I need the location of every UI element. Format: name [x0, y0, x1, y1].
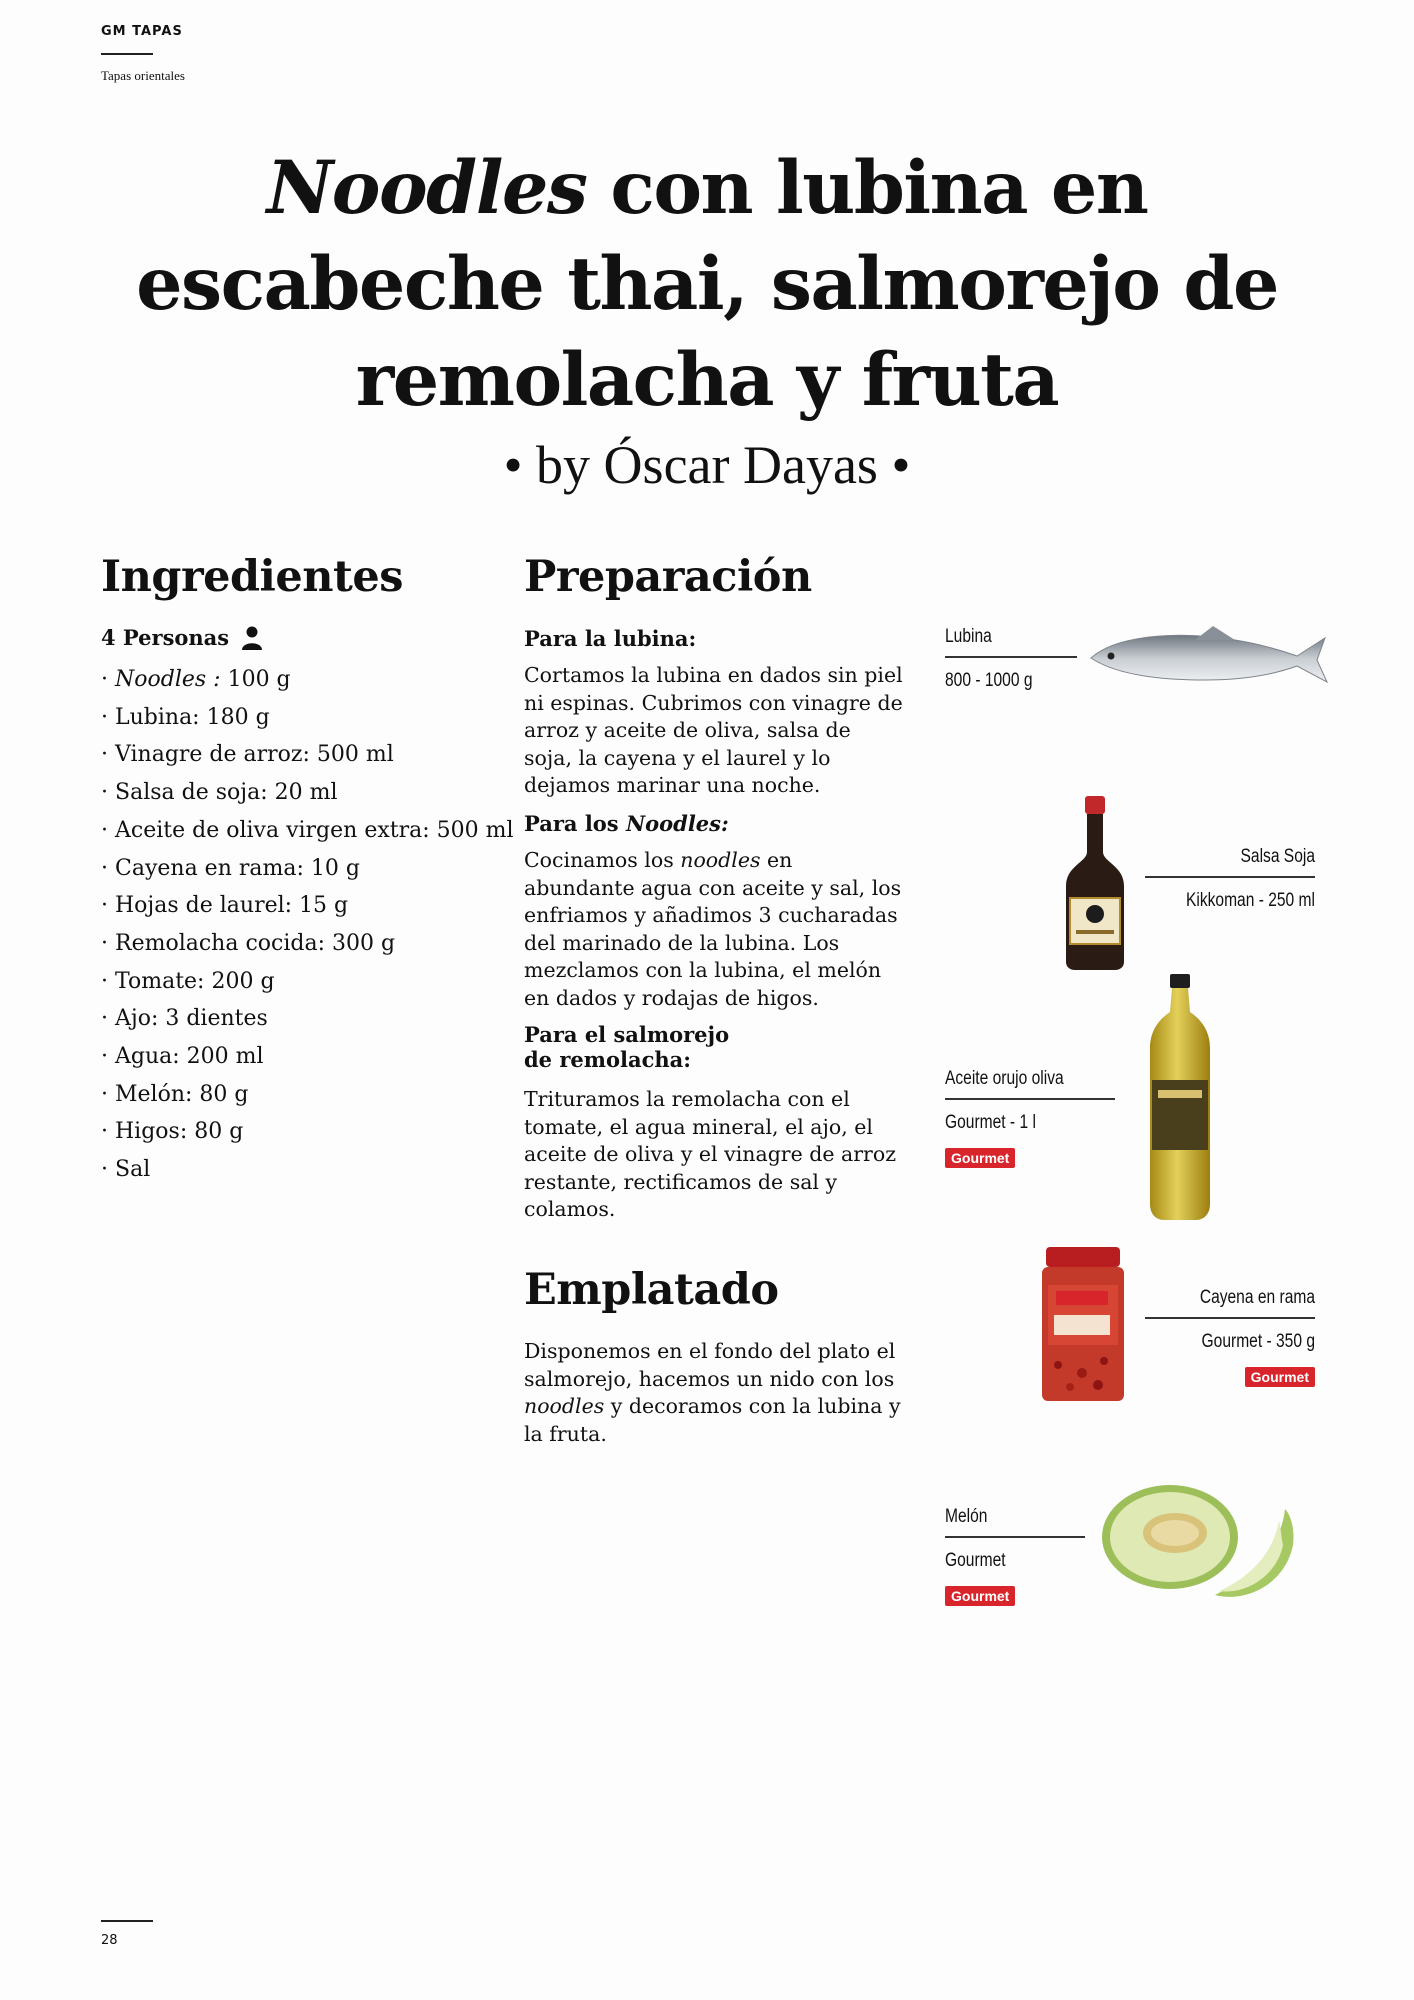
- product-detail: Kikkoman - 250 ml: [1185, 889, 1315, 911]
- ingredient-list: [101, 661, 514, 1189]
- plating-heading: Emplatado: [524, 1265, 779, 1315]
- list-item: · Sal: [101, 1157, 151, 1183]
- product-name: Melón: [945, 1506, 988, 1527]
- prep-noodles-pre: Cocinamos los: [524, 848, 681, 872]
- ingredient-text: Sal: [115, 1157, 151, 1183]
- gourmet-logo: Gourmet: [945, 1148, 1015, 1168]
- plating-post: y decoramos con la lubina y la fruta.: [524, 1394, 901, 1446]
- plating-em: noodles: [524, 1394, 605, 1418]
- person-icon: [241, 626, 263, 650]
- title-italic-word: Noodles: [266, 145, 587, 231]
- ingredient-text: Melón: 80 g: [115, 1081, 249, 1107]
- ingredient-text: Hojas de laurel: 15 g: [115, 893, 349, 919]
- title-line-3: remolacha y fruta: [355, 337, 1059, 423]
- ingredient-italic: Noodles :: [115, 667, 221, 692]
- list-item: · Higos: 80 g: [101, 1119, 244, 1145]
- prep-salmorejo-text: Trituramos la remolacha con el tomate, el agua mineral, el ajo, el aceite de oliva y el vinagre de arroz restante, rectificamos de sal y colamos.: [524, 1087, 896, 1221]
- product-divider: [945, 1536, 1085, 1538]
- gourmet-logo: Gourmet: [1245, 1367, 1315, 1387]
- product-melon: [945, 1506, 1085, 1606]
- title-line-2: escabeche thai, salmorejo de: [136, 241, 1278, 327]
- ingredient-text: Lubina: 180 g: [115, 704, 270, 730]
- gourmet-logo: Gourmet: [945, 1586, 1015, 1606]
- melon-image: [1095, 1475, 1305, 1615]
- product-name: Lubina: [945, 626, 992, 647]
- product-name: Salsa Soja: [1240, 846, 1315, 867]
- ingredient-text: Higos: 80 g: [115, 1119, 244, 1145]
- product-detail: 800 - 1000 g: [945, 669, 1033, 691]
- ingredient-text: Agua: 200 ml: [115, 1044, 264, 1070]
- ingredient-text: Tomate: 200 g: [115, 968, 275, 994]
- prep-salmorejo-heading-1: Para el salmorejo: [524, 1022, 730, 1047]
- prep-noodles-post: en abundante agua con aceite y sal, los enfriamos y añadimos 3 cucharadas del marinado de la lubina. Los mezclamos con la lubina, el melón en dados y rodajas de higos.: [524, 848, 902, 1010]
- list-item: · Agua: 200 ml: [101, 1044, 264, 1070]
- ingredient-text: Vinagre de arroz: 500 ml: [115, 742, 394, 768]
- ingredients-heading: Ingredientes: [101, 552, 403, 602]
- prep-lubina-heading: Para la lubina:: [524, 626, 697, 651]
- preparation-heading: Preparación: [524, 552, 812, 602]
- prep-salmorejo-heading: [524, 1022, 729, 1072]
- product-detail: Gourmet - 350 g: [1201, 1330, 1315, 1352]
- section-label: GM TAPAS: [101, 24, 183, 39]
- oil-bottle-image: [1140, 972, 1220, 1222]
- product-divider: [1145, 1317, 1315, 1319]
- list-item: · Tomate: 200 g: [101, 968, 275, 994]
- title-line-1: con lubina en: [586, 145, 1148, 231]
- page-number: 28: [101, 1933, 118, 1948]
- soy-sauce-bottle-image: [1040, 790, 1150, 970]
- cayenne-jar-image: [1038, 1245, 1128, 1405]
- list-item: · Ajo: 3 dientes: [101, 1006, 268, 1032]
- list-item: · Remolacha cocida: 300 g: [101, 930, 396, 956]
- prep-salmorejo-heading-2: de remolacha:: [524, 1047, 692, 1072]
- ingredient-text: Cayena en rama: 10 g: [115, 855, 360, 881]
- servings: [101, 625, 263, 650]
- list-item: · Aceite de oliva virgen extra: 500 ml: [101, 817, 514, 843]
- plating-text: [524, 1338, 904, 1448]
- prep-noodles-heading-em: Noodles:: [625, 811, 729, 836]
- subsection-label: Tapas orientales: [101, 68, 185, 83]
- list-item: · Melón: 80 g: [101, 1081, 249, 1107]
- product-divider: [945, 656, 1077, 658]
- list-item: · Noodles : 100 g: [101, 667, 291, 692]
- ingredient-text: Ajo: 3 dientes: [115, 1006, 268, 1032]
- product-aceite: [945, 1068, 1115, 1168]
- list-item: · Lubina: 180 g: [101, 704, 270, 730]
- product-divider: [945, 1098, 1115, 1100]
- list-item: · Hojas de laurel: 15 g: [101, 893, 349, 919]
- list-item: · Salsa de soja: 20 ml: [101, 780, 338, 806]
- servings-label: 4 Personas: [101, 625, 230, 650]
- ingredient-text: Remolacha cocida: 300 g: [115, 930, 396, 956]
- prep-noodles-heading: [524, 811, 729, 836]
- prep-noodles-heading-pre: Para los: [524, 811, 626, 836]
- list-item: · Vinagre de arroz: 500 ml: [101, 742, 394, 768]
- product-cayena: [1145, 1287, 1315, 1387]
- product-name: Cayena en rama: [1199, 1287, 1315, 1308]
- product-detail: Gourmet: [945, 1549, 1006, 1571]
- ingredient-text: 100 g: [220, 667, 291, 692]
- ingredient-text: Aceite de oliva virgen extra: 500 ml: [115, 817, 514, 843]
- prep-lubina-text: Cortamos la lubina en dados sin piel ni espinas. Cubrimos con vinagre de arroz y aceite de oliva, salsa de soja, la cayena y el laurel y lo dejamos marinar una noche.: [524, 663, 903, 797]
- fish-image: [1085, 618, 1335, 698]
- product-salsa-soja: [1145, 846, 1315, 912]
- prep-noodles-text: [524, 847, 904, 1012]
- product-name: Aceite orujo oliva: [945, 1068, 1064, 1089]
- ingredient-text: Salsa de soja: 20 ml: [115, 780, 338, 806]
- product-detail: Gourmet - 1 l: [945, 1111, 1036, 1133]
- plating-pre: Disponemos en el fondo del plato el salmorejo, hacemos un nido con los: [524, 1339, 896, 1391]
- page-title: [100, 140, 1314, 428]
- header-divider: [101, 53, 153, 55]
- list-item: · Cayena en rama: 10 g: [101, 855, 360, 881]
- author-byline: • by Óscar Dayas •: [503, 435, 911, 495]
- prep-noodles-em: noodles: [680, 848, 761, 872]
- product-divider: [1145, 876, 1315, 878]
- footer-divider: [101, 1920, 153, 1922]
- product-lubina: [945, 626, 1077, 692]
